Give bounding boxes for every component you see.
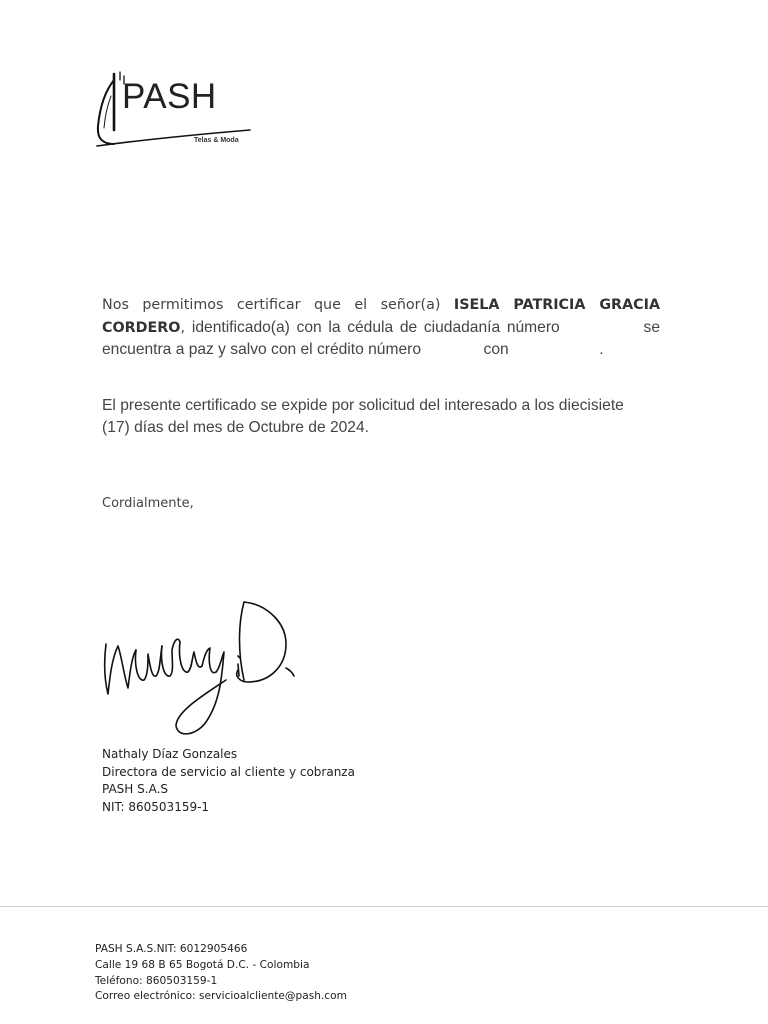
signer-name: Nathaly Díaz Gonzales [102,747,238,761]
se-text: se [643,318,661,336]
issue-line-2: (17) días del mes de Octubre de 2024. [102,418,369,436]
footer-email: Correo electrónico: servicioalcliente@pash.com [95,990,347,1003]
issue-paragraph [102,395,660,438]
footer [95,942,347,1005]
closing-text: Cordialmente, [102,496,194,511]
signer-nit: NIT: 860503159-1 [102,799,210,814]
intro-text: Nos permitimos certificar que el señor(a) [102,297,441,313]
logo-tagline: Telas & Moda [194,137,239,144]
footer-phone: Teléfono: 860503159-1 [95,974,218,987]
certificate-paragraph: Nos permitimos certificar que el señor(a) ISELA PATRICIA GRACIA CORDERO, identificado(a) con la cédula de ciudadanía número se encuentra a paz y salvo con el crédito número con . [102,297,661,358]
footer-company-nit: PASH S.A.S.NIT: 6012905466 [95,943,248,955]
credit-text: encuentra a paz y salvo con el crédito número [102,341,421,358]
footer-divider [0,906,768,907]
signer-title: Directora de servicio al cliente y cobranza [102,764,355,779]
issue-line-1: El presente certificado se expide por solicitud del interesado a los diecisiete [102,397,624,414]
id-text: identificado(a) con la cédula de ciudadanía número [191,318,560,336]
holder-name-last: CORDERO [102,319,181,336]
con-text: con [483,341,509,358]
holder-name-first: ISELA PATRICIA GRACIA [453,297,661,313]
footer-address: Calle 19 68 B 65 Bogotá D.C. - Colombia [95,958,310,971]
signer-company: PASH S.A.S [102,782,168,796]
handwritten-signature [98,596,298,740]
signer-block [102,746,355,816]
signature-icon [98,596,298,740]
company-logo [92,66,254,150]
logo-wordmark: PASH [122,77,217,116]
